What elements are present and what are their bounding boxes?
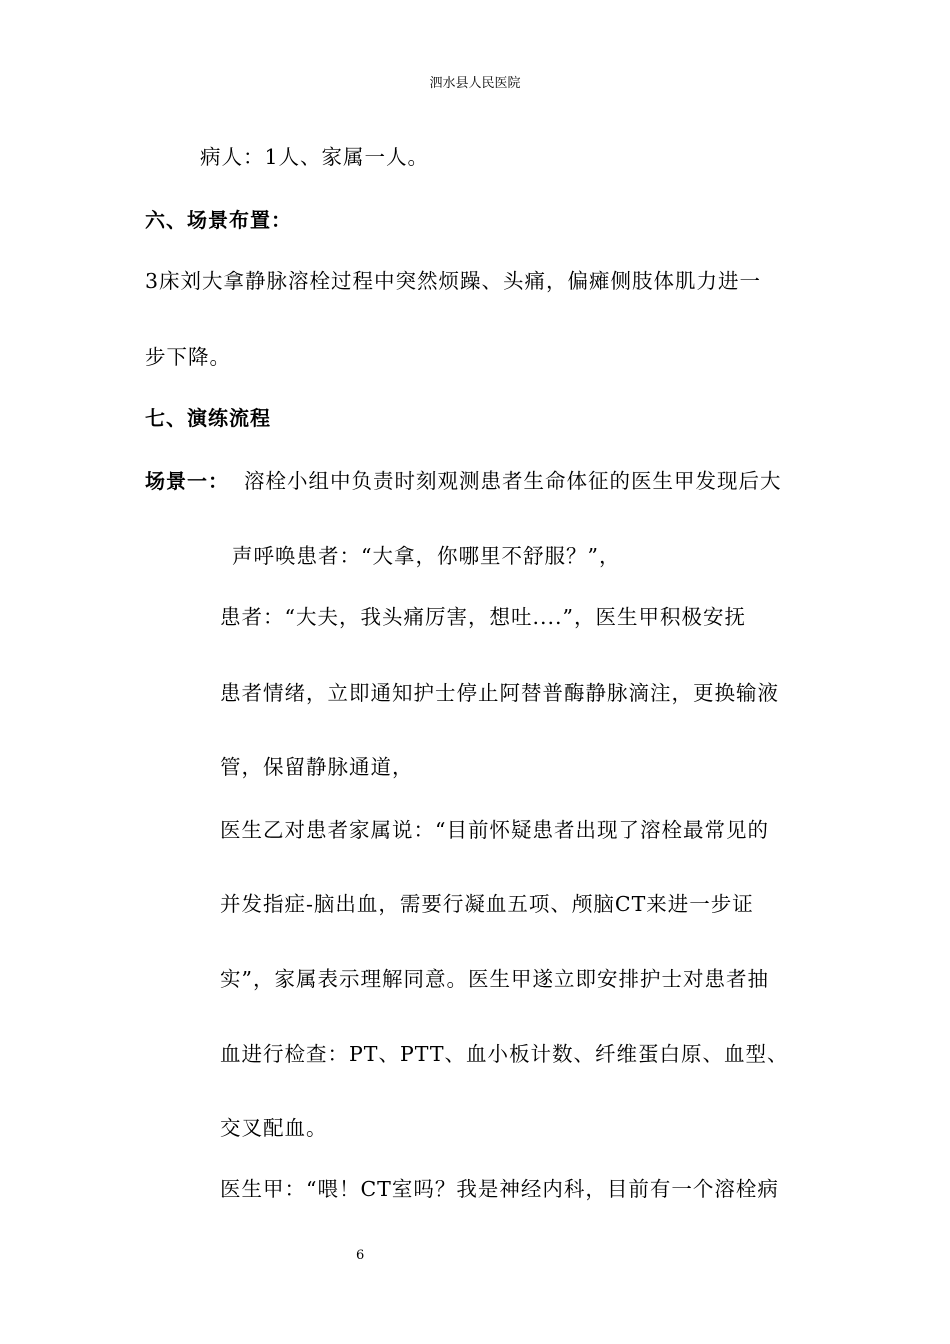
scene1-text-line1: 溶栓小组中负责时刻观测患者生命体征的医生甲发现后大 xyxy=(244,469,782,493)
paragraph1-line3: 管，保留静脉通道， xyxy=(220,755,414,779)
paragraph2-line4: 血进行检查：PT、PTT、血小板计数、纤维蛋白原、血型、 xyxy=(220,1042,789,1066)
paragraph2-line2: 并发指症-脑出血，需要行凝血五项、颅脑CT来进一步证 xyxy=(220,892,754,916)
paragraph1-line1: 患者：“大夫，我头痛厉害，想吐....”，医生甲积极安抚 xyxy=(220,605,747,629)
scene1-label: 场景一： xyxy=(145,469,229,493)
section6-heading: 六、场景布置： xyxy=(145,208,292,232)
section6-text-line1: 3床刘大拿静脉溶栓过程中突然烦躁、头痛，偏瘫侧肢体肌力进一 xyxy=(145,269,762,293)
personnel-line: 病人：1人、家属一人。 xyxy=(200,145,430,169)
paragraph1-line2: 患者情绪，立即通知护士停止阿替普酶静脉滴注，更换输液 xyxy=(220,681,779,705)
scene1-text-line2: 声呼唤患者：“大拿，你哪里不舒服？”， xyxy=(232,544,621,568)
section6-text-line2: 步下降。 xyxy=(145,345,231,369)
page-number: 6 xyxy=(356,1248,365,1263)
paragraph2-line3: 实”，家属表示理解同意。医生甲遂立即安排护士对患者抽 xyxy=(220,967,769,991)
paragraph3-line1: 医生甲：“喂！CT室吗？我是神经内科，目前有一个溶栓病 xyxy=(220,1177,779,1201)
section7-heading: 七、演练流程 xyxy=(145,406,271,430)
paragraph2-line5: 交叉配血。 xyxy=(220,1116,328,1140)
page-header: 泗水县人民医院 xyxy=(429,76,521,91)
paragraph2-line1: 医生乙对患者家属说：“目前怀疑患者出现了溶栓最常见的 xyxy=(220,818,769,842)
